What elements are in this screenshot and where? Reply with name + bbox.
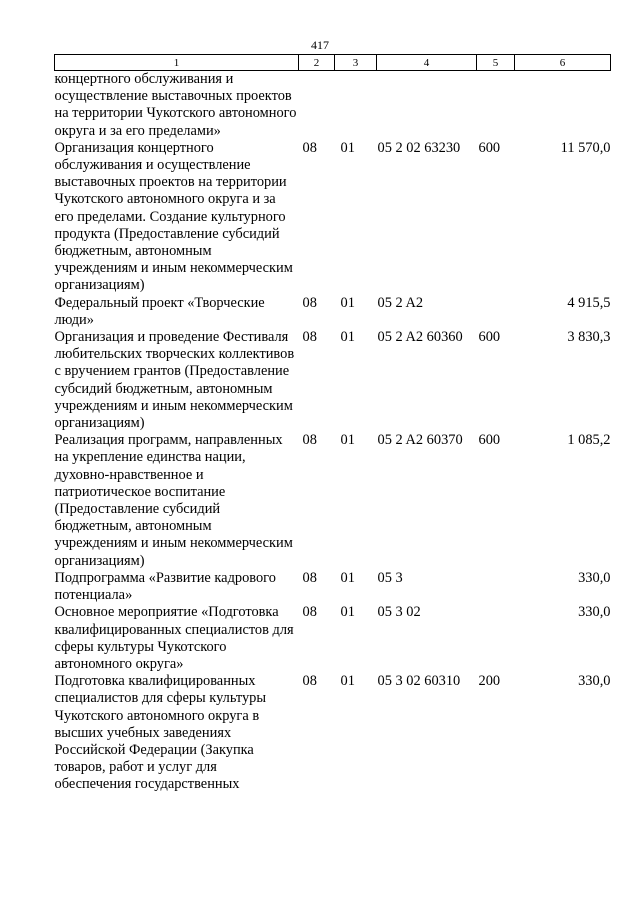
row-target-code: 05 2 A2 [377,294,424,311]
row-target-code: 05 3 02 [377,604,421,621]
row-subsection: 01 [340,432,355,449]
row-expense-type [477,295,515,329]
row-section: 08 [302,432,317,449]
row-expense-type [477,71,515,140]
row-name: Организация концертного обслуживания и осуществление выставочных проектов на территории Чукотского автономного округа и за его пределами. Создание культурного продукта (Предоставление субсидий бюджетным, автономным учреждениям и иным некоммерческим организациям) [54,139,293,294]
table-row [55,673,611,793]
table-body [55,71,611,794]
row-section: 08 [302,604,317,621]
row-amount: 3 830,3 [567,329,611,346]
row-amount: 330,0 [578,604,611,621]
row-amount: 4 915,5 [567,294,611,311]
row-amount: 1 085,2 [567,432,611,449]
row-section: 08 [302,139,317,156]
row-expense-type: 600 [478,139,501,156]
row-expense-type: 600 [478,329,501,346]
table-header [55,55,611,71]
row-expense-type [477,604,515,673]
row-name: Реализация программ, направленных на укрепление единства нации, духовно-нравственное и патриотическое воспитание (Предоставление субсидий бюджетным, автономным учреждениям и иным некоммерческим организациям) [54,432,293,569]
row-name: Федеральный проект «Творческие люди» [54,294,265,328]
row-name: Подготовка квалифицированных специалистов для сферы культуры Чукотского автономного округа в высших учебных заведениях Российской Федерации (Закупка товаров, работ и услуг для обеспечения государственных [54,673,267,793]
row-amount: 330,0 [578,569,611,586]
header-col-4: 4 [377,55,477,71]
row-section: 08 [302,569,317,586]
header-col-6: 6 [515,55,611,71]
row-section [299,71,335,140]
table-row [55,432,611,570]
row-expense-type: 600 [478,432,501,449]
row-subsection [335,71,377,140]
row-amount [515,71,611,140]
row-target-code: 05 2 A2 60370 [377,432,463,449]
row-name: Основное мероприятие «Подготовка квалифицированных специалистов для сферы культуры Чукотского автономного округа» [54,604,294,672]
row-section: 08 [302,294,317,311]
row-subsection: 01 [340,604,355,621]
row-name: Организация и проведение Фестиваля любительских творческих коллективов с вручением грантов (Предоставление субсидий бюджетным, автономным учреждениям и иным некоммерческим организациям) [54,329,295,432]
table-row [55,570,611,604]
row-subsection: 01 [340,673,355,690]
row-subsection: 01 [340,569,355,586]
header-col-1: 1 [55,55,299,71]
row-target-code: 05 3 [377,569,403,586]
row-subsection: 01 [340,139,355,156]
row-section: 08 [302,329,317,346]
row-expense-type [477,570,515,604]
table-row [55,329,611,432]
header-row [55,55,611,71]
budget-table [54,54,611,794]
table-row [55,604,611,673]
row-target-code: 05 3 02 60310 [377,673,461,690]
header-col-5: 5 [477,55,515,71]
row-expense-type: 200 [478,673,501,690]
row-subsection: 01 [340,294,355,311]
table-row [55,295,611,329]
header-col-3: 3 [335,55,377,71]
row-target-code [377,71,477,140]
row-section: 08 [302,673,317,690]
header-col-2: 2 [299,55,335,71]
row-subsection: 01 [340,329,355,346]
row-name: концертного обслуживания и осуществление выставочных проектов на территории Чукотского автономного округа и за его пределами» [54,71,297,139]
table-row [55,71,611,140]
row-amount: 330,0 [578,673,611,690]
row-name: Подпрограмма «Развитие кадрового потенциала» [54,569,276,604]
table-row [55,140,611,295]
row-target-code: 05 2 A2 60360 [377,329,463,346]
row-target-code: 05 2 02 63230 [377,139,461,156]
page-number: 417 [311,38,329,52]
row-amount: 11 570,0 [560,139,611,156]
